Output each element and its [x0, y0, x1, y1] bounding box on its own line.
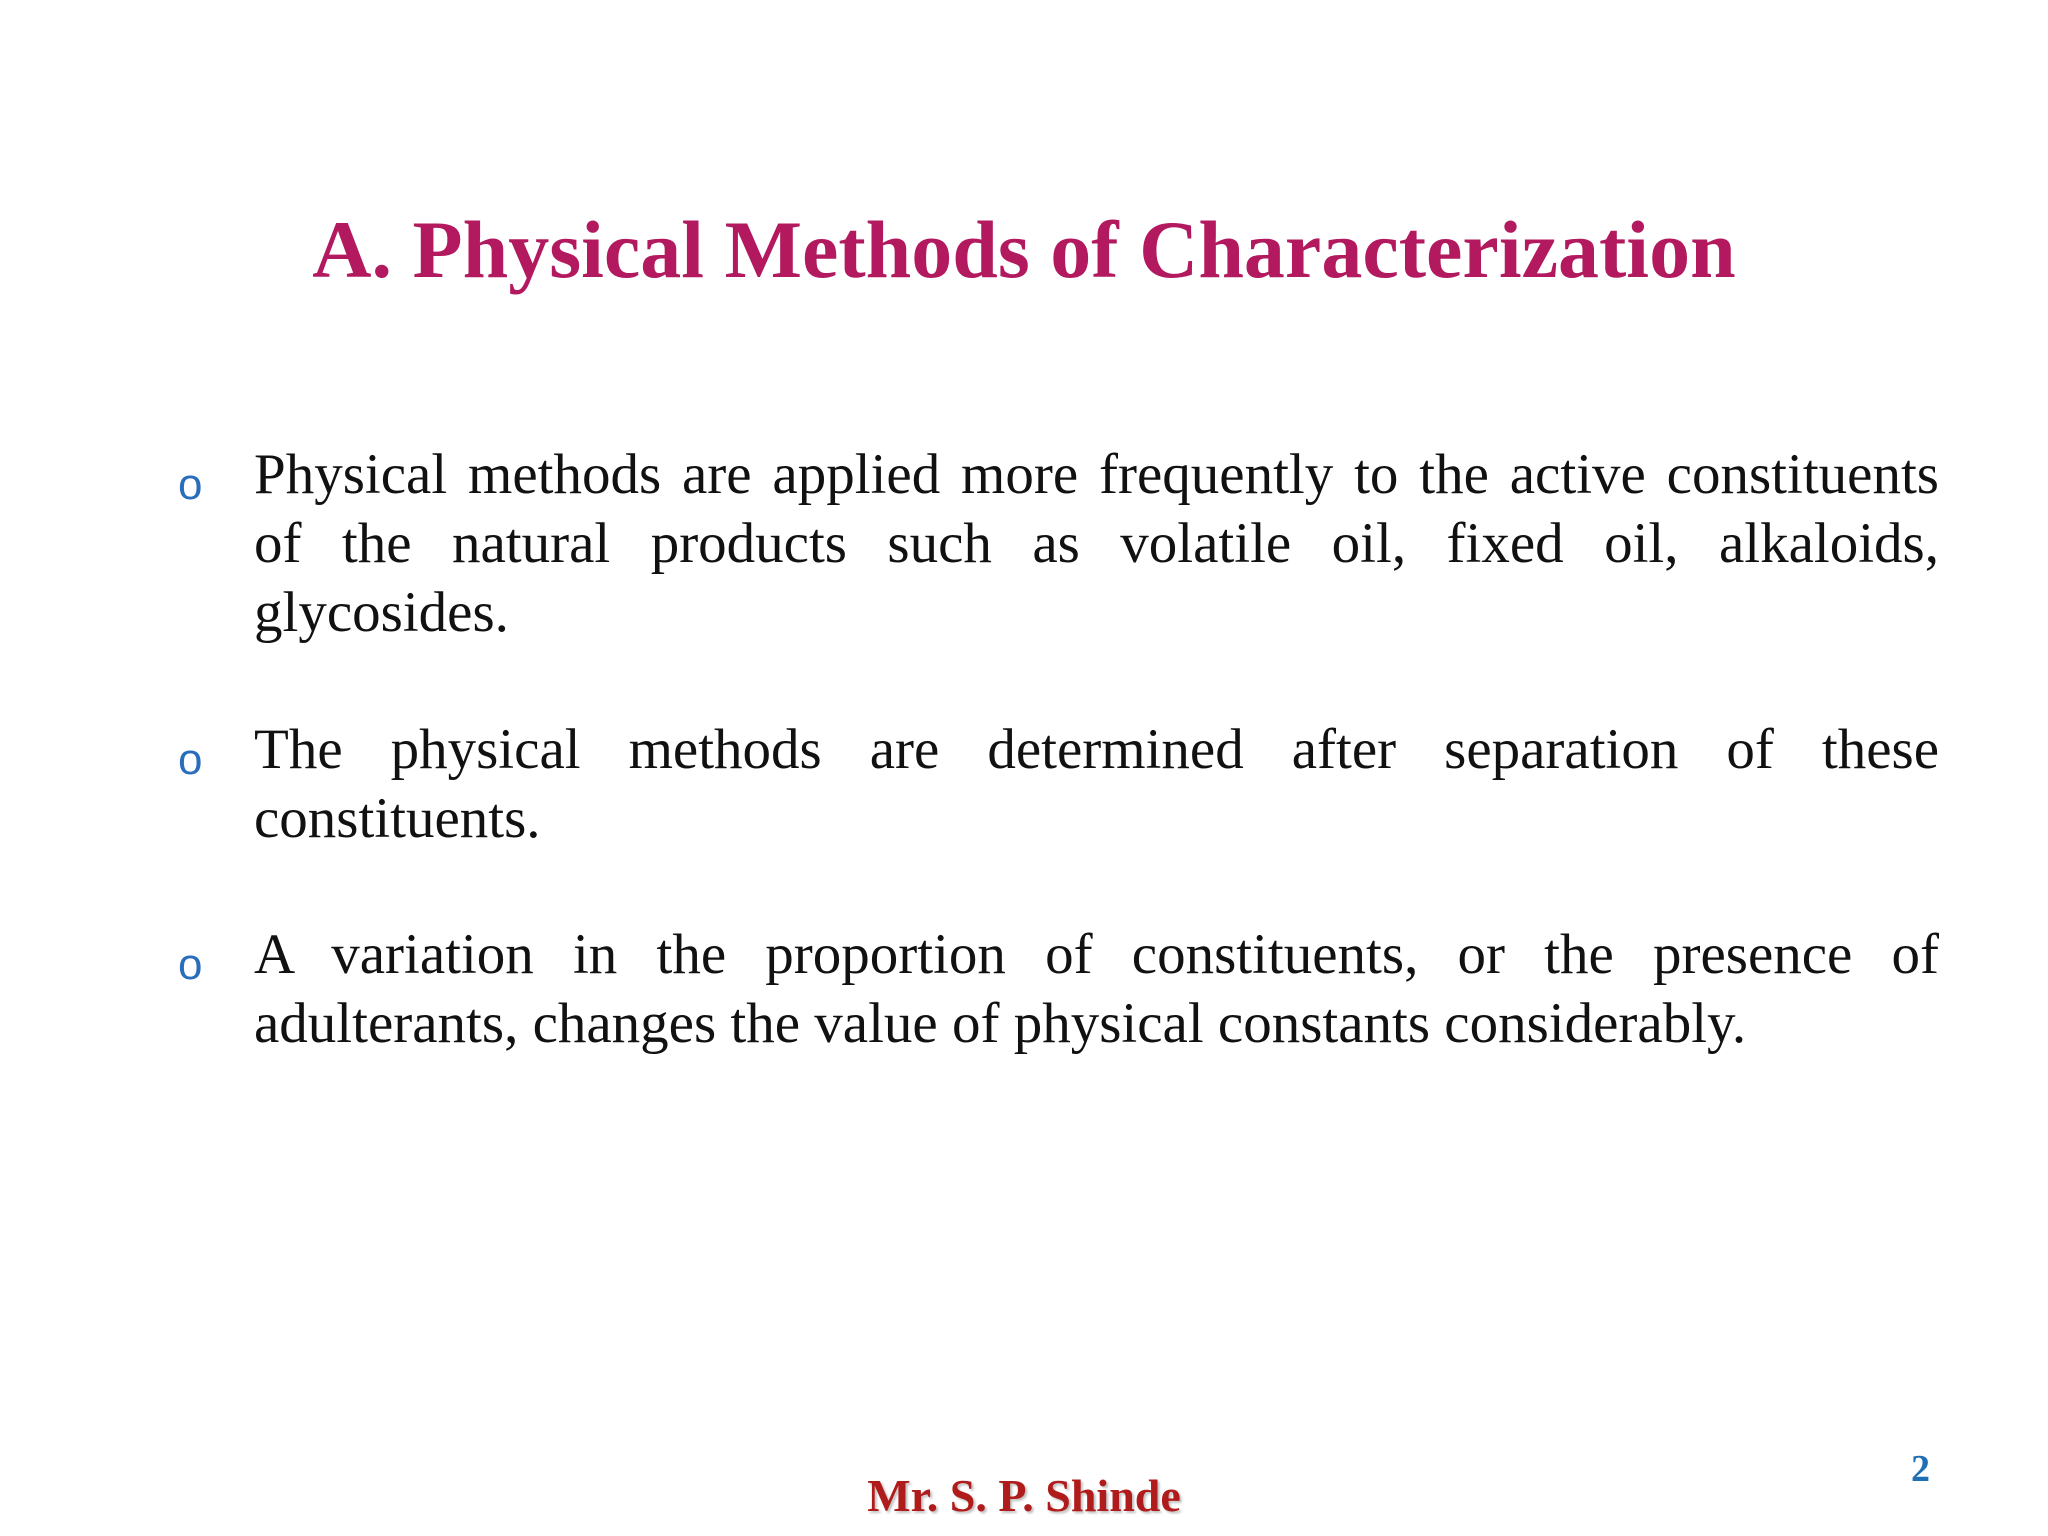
bullet-marker-icon: o: [178, 735, 203, 784]
footer-author: Mr. S. P. Shinde: [867, 1470, 1181, 1521]
bullet-text: The physical methods are determined after separation of these constituents.: [254, 718, 1939, 850]
bullet-text: Physical methods are applied more frequently to the active constituents of the natural products such as volatile oil, fixed oil, alkaloids, glycosides.: [254, 443, 1939, 644]
page-number: 2: [1911, 1448, 1930, 1490]
slide-title: A. Physical Methods of Characterization: [312, 204, 1736, 295]
bullet-text: A variation in the proportion of constituents, or the presence of adulterants, changes the value of physical constants considerably.: [254, 923, 1939, 1055]
bullet-marker-icon: o: [178, 460, 203, 509]
bullet-marker-icon: o: [178, 940, 203, 989]
